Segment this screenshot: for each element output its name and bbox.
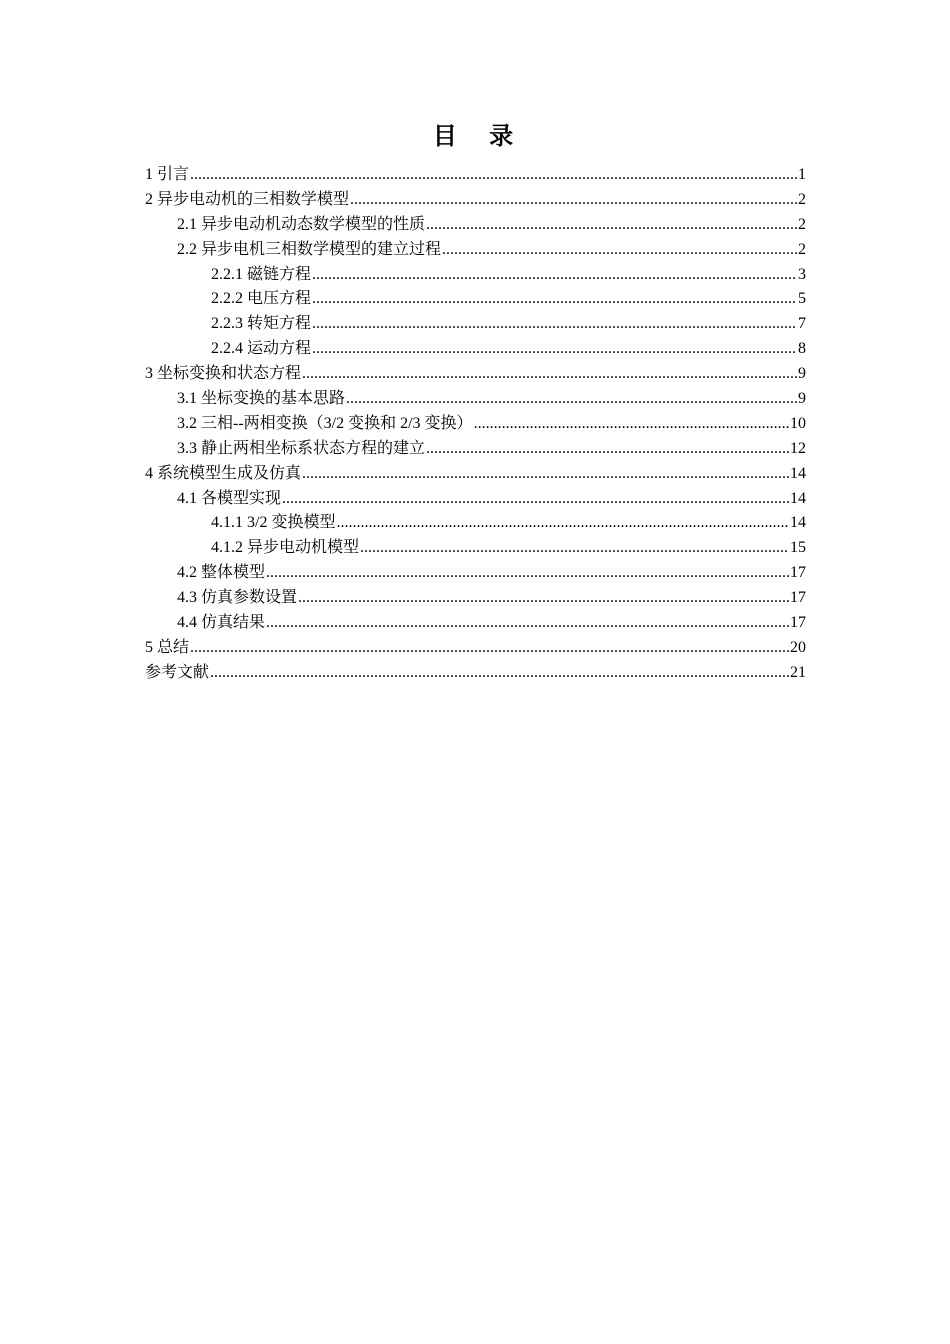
toc-entry-text: 运动方程 [247, 340, 312, 358]
toc-entry-number: 1 [145, 166, 153, 183]
toc-entry-heading [211, 287, 311, 312]
toc-entry[interactable] [145, 287, 806, 312]
toc-entry-heading [211, 536, 359, 561]
toc-entry[interactable] [145, 661, 806, 686]
toc-entry-page-number: 21 [790, 663, 806, 681]
dot-leader [282, 487, 789, 512]
toc-entry-text: 仿真参数设置 [201, 589, 298, 607]
toc-entry[interactable] [145, 213, 806, 238]
toc-list [145, 163, 806, 686]
toc-entry-text: 异步电动机的三相数学模型 [157, 190, 350, 208]
toc-entry[interactable] [145, 611, 806, 636]
toc-entry-text: 整体模型 [201, 564, 266, 582]
toc-entry-page-number: 10 [790, 414, 806, 432]
toc-entry-text: 参考文献 [145, 663, 210, 681]
toc-entry-text: 转矩方程 [247, 315, 312, 333]
toc-entry-text: 三相--两相变换（3/2 变换和 2/3 变换） [201, 414, 473, 432]
toc-entry-page-number: 14 [790, 489, 806, 507]
dot-leader [336, 511, 789, 536]
toc-entry-number: 2.2.4 [211, 340, 243, 358]
toc-entry-heading [177, 387, 345, 412]
toc-entry-text: 坐标变换的基本思路 [201, 390, 346, 408]
toc-entry[interactable] [145, 586, 806, 611]
toc-entry-number: 2.2.3 [211, 315, 243, 333]
toc-entry-text: 系统模型生成及仿真 [157, 464, 302, 482]
toc-entry-text: 磁链方程 [247, 265, 312, 283]
toc-entry-number: 4.1 [177, 489, 197, 507]
toc-entry-page-number: 2 [798, 190, 806, 208]
toc-entry-number: 5 [145, 638, 153, 656]
toc-entry-text: 总结 [157, 638, 190, 656]
dot-leader [442, 238, 797, 263]
dot-leader [350, 188, 797, 213]
toc-entry-heading [177, 487, 281, 512]
toc-entry-text: 异步电动机动态数学模型的性质 [201, 215, 426, 233]
toc-entry[interactable] [145, 188, 806, 213]
toc-entry-heading [211, 511, 335, 536]
toc-entry[interactable] [145, 412, 806, 437]
toc-entry[interactable] [145, 163, 806, 188]
dot-leader [360, 536, 789, 561]
dot-leader [302, 462, 789, 487]
toc-entry[interactable] [145, 487, 806, 512]
toc-entry-page-number: 14 [790, 464, 806, 482]
toc-entry-page-number: 14 [790, 514, 806, 532]
toc-entry-text: 异步电机三相数学模型的建立过程 [201, 240, 442, 258]
dot-leader [190, 636, 789, 661]
toc-entry-text: 引言 [157, 166, 190, 183]
toc-entry-number: 2.2.2 [211, 290, 243, 308]
toc-entry-heading [177, 412, 473, 437]
dot-leader [426, 437, 789, 462]
toc-entry-heading [177, 238, 441, 263]
toc-entry-text: 静止两相坐标系状态方程的建立 [201, 439, 426, 457]
toc-entry-page-number: 20 [790, 638, 806, 656]
toc-entry[interactable] [145, 511, 806, 536]
toc-entry-number: 4 [145, 464, 153, 482]
toc-entry-heading [177, 561, 265, 586]
toc-entry-page-number: 2 [798, 215, 806, 233]
toc-entry-number: 3.1 [177, 390, 197, 408]
toc-entry[interactable] [145, 312, 806, 337]
toc-entry-number: 4.3 [177, 589, 197, 607]
toc-entry-text: 电压方程 [247, 290, 312, 308]
dot-leader [266, 561, 789, 586]
toc-entry-heading [145, 462, 301, 487]
toc-entry-page-number: 3 [798, 265, 806, 283]
dot-leader [210, 661, 789, 686]
toc-entry-heading [177, 611, 265, 636]
toc-entry-number: 3.2 [177, 414, 197, 432]
toc-entry-number: 4.1.2 [211, 539, 243, 557]
toc-entry[interactable] [145, 561, 806, 586]
toc-entry-page-number: 7 [798, 315, 806, 333]
toc-entry[interactable] [145, 263, 806, 288]
toc-entry-page-number: 17 [790, 564, 806, 582]
toc-entry-page-number: 8 [798, 340, 806, 358]
toc-entry[interactable] [145, 387, 806, 412]
dot-leader [312, 312, 797, 337]
dot-leader [266, 611, 789, 636]
toc-entry-page-number: 12 [790, 439, 806, 457]
toc-entry-heading [211, 263, 311, 288]
toc-entry-number: 3.3 [177, 439, 197, 457]
toc-entry[interactable] [145, 238, 806, 263]
toc-entry-heading [177, 213, 425, 238]
toc-entry-heading [145, 362, 301, 387]
toc-entry[interactable] [145, 536, 806, 561]
toc-entry-page-number: 17 [790, 614, 806, 632]
toc-entry-page-number: 9 [798, 390, 806, 408]
toc-entry-heading [211, 337, 311, 362]
dot-leader [190, 163, 797, 188]
toc-entry-number: 2.1 [177, 215, 197, 233]
toc-entry-text: 异步电动机模型 [247, 539, 360, 557]
dot-leader [302, 362, 797, 387]
toc-entry-text: 3/2 变换模型 [247, 514, 336, 532]
toc-entry-page-number: 5 [798, 290, 806, 308]
dot-leader [426, 213, 797, 238]
toc-entry-heading [145, 188, 349, 213]
toc-entry-text: 各模型实现 [201, 489, 282, 507]
toc-entry-page-number: 1 [798, 166, 806, 183]
toc-entry[interactable] [145, 462, 806, 487]
toc-entry-page-number: 17 [790, 589, 806, 607]
toc-entry-number: 4.2 [177, 564, 197, 582]
toc-entry[interactable] [145, 337, 806, 362]
dot-leader [346, 387, 797, 412]
toc-entry-heading [145, 636, 189, 661]
toc-entry[interactable] [145, 362, 806, 387]
toc-entry-page-number: 9 [798, 365, 806, 383]
toc-title: 目 录 [432, 122, 526, 150]
toc-entry[interactable] [145, 636, 806, 661]
toc-entry-number: 3 [145, 365, 153, 383]
toc-entry-heading [145, 661, 209, 686]
toc-entry-text: 仿真结果 [201, 614, 266, 632]
toc-entry-heading [177, 437, 425, 462]
toc-entry-number: 4.1.1 [211, 514, 243, 532]
toc-entry-page-number: 2 [798, 240, 806, 258]
toc-entry-heading [211, 312, 311, 337]
toc-entry-number: 2.2 [177, 240, 197, 258]
dot-leader [312, 263, 797, 288]
toc-entry-heading [145, 163, 189, 188]
toc-entry-number: 2.2.1 [211, 265, 243, 283]
toc-entry-number: 2 [145, 190, 153, 208]
toc-entry-page-number: 15 [790, 539, 806, 557]
toc-entry[interactable] [145, 437, 806, 462]
dot-leader [312, 287, 797, 312]
dot-leader [474, 412, 789, 437]
toc-entry-heading [177, 586, 297, 611]
toc-entry-number: 4.4 [177, 614, 197, 632]
dot-leader [312, 337, 797, 362]
dot-leader [298, 586, 789, 611]
toc-entry-text: 坐标变换和状态方程 [157, 365, 302, 383]
